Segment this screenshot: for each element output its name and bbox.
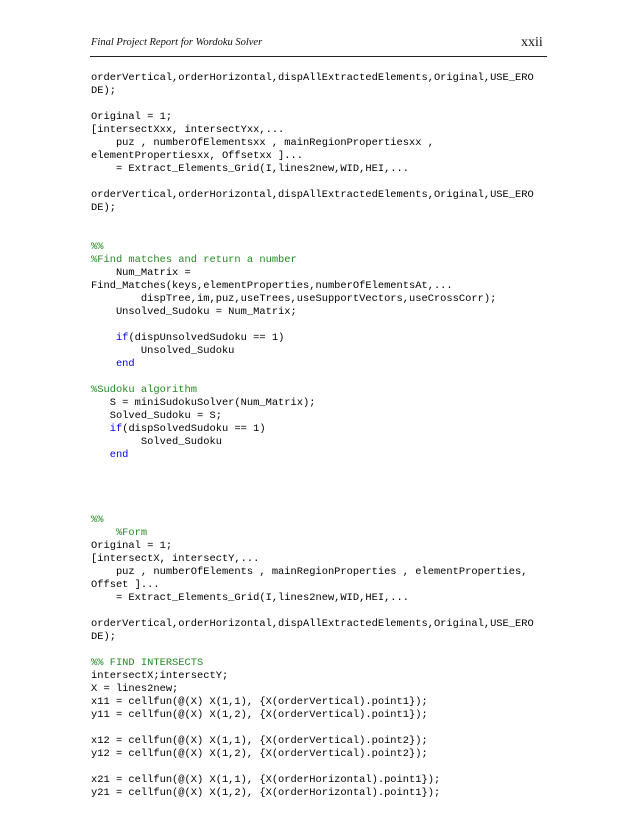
blank-line [91,98,549,111]
code-indent [91,332,116,344]
code-line: orderVertical,orderHorizontal,dispAllExtractedElements,Original,USE_ERO [91,189,534,201]
code-line: end [91,358,135,370]
code-line: Solved_Sudoku [91,436,222,448]
blank-line [91,605,549,618]
code-keyword: if [115,332,129,344]
code-text: (dispSolvedSudoku == 1) [122,423,266,435]
code-line: intersectX;intersectY; [91,670,229,682]
blank-line [91,501,549,514]
header-divider [90,56,547,57]
code-line: Solved_Sudoku = S; [91,410,222,422]
code-line: DE); [91,85,116,97]
code-line: X = lines2new; [91,683,179,695]
code-line: end [91,449,129,461]
code-line: y11 = cellfun(@(X) X(1,2), {X(orderVertical).point1}); [91,709,428,721]
code-line: x11 = cellfun(@(X) X(1,1), {X(orderVertical).point1}); [91,696,428,708]
blank-line [91,228,549,241]
blank-line [91,176,549,189]
blank-line [91,722,549,735]
code-line: [intersectX, intersectY,... [91,553,260,565]
code-line: %% FIND INTERSECTS [91,657,204,669]
code-line: %% [91,514,104,526]
code-line: %Find matches and return a number [91,254,297,266]
code-line: dispTree,im,puz,useTrees,useSupportVectors,useCrossCorr); [91,293,497,305]
code-line: %Form [91,527,148,539]
code-line: Find_Matches(keys,elementProperties,numberOfElementsAt,... [91,280,453,292]
code-line: puz , numberOfElements , mainRegionProperties , elementProperties, [91,566,528,578]
code-line: S = miniSudokuSolver(Num_Matrix); [91,397,316,409]
blank-line [91,462,549,475]
blank-line [91,644,549,657]
blank-line [91,488,549,501]
blank-line [91,475,549,488]
code-line: y21 = cellfun(@(X) X(1,2), {X(orderHorizontal).point1}); [91,787,441,799]
code-line [91,423,549,436]
code-indent [91,423,110,435]
blank-line [91,215,549,228]
code-line: %Sudoku algorithm [91,384,198,396]
code-line: orderVertical,orderHorizontal,dispAllExtractedElements,Original,USE_ERO [91,618,534,630]
code-line: Num_Matrix = [91,267,191,279]
code-line: Original = 1; [91,111,173,123]
code-line: orderVertical,orderHorizontal,dispAllExtractedElements,Original,USE_ERO [91,72,534,84]
code-text: (dispUnsolvedSudoku == 1) [128,332,285,344]
code-line: Original = 1; [91,540,173,552]
code-line: = Extract_Elements_Grid(I,lines2new,WID,HEI,... [91,163,410,175]
code-line: x12 = cellfun(@(X) X(1,1), {X(orderVertical).point2}); [91,735,428,747]
code-listing [91,72,549,800]
blank-line [91,319,549,332]
page-number: xxii [521,35,543,50]
code-keyword: if [109,423,123,435]
code-line: x21 = cellfun(@(X) X(1,1), {X(orderHorizontal).point1}); [91,774,441,786]
code-line: DE); [91,202,116,214]
code-line: [intersectXxx, intersectYxx,... [91,124,285,136]
code-line: Offset ]... [91,579,160,591]
code-line: elementPropertiesxx, Offsetxx ]... [91,150,304,162]
code-line: Unsolved_Sudoku [91,345,235,357]
code-line: DE); [91,631,116,643]
code-line: puz , numberOfElementsxx , mainRegionPropertiesxx , [91,137,434,149]
blank-line [91,761,549,774]
blank-line [91,371,549,384]
code-line: %% [91,241,104,253]
code-line: Unsolved_Sudoku = Num_Matrix; [91,306,297,318]
code-line [91,332,549,345]
code-line: = Extract_Elements_Grid(I,lines2new,WID,HEI,... [91,592,410,604]
code-line: y12 = cellfun(@(X) X(1,2), {X(orderVertical).point2}); [91,748,428,760]
report-header-title: Final Project Report for Wordoku Solver [91,37,263,48]
